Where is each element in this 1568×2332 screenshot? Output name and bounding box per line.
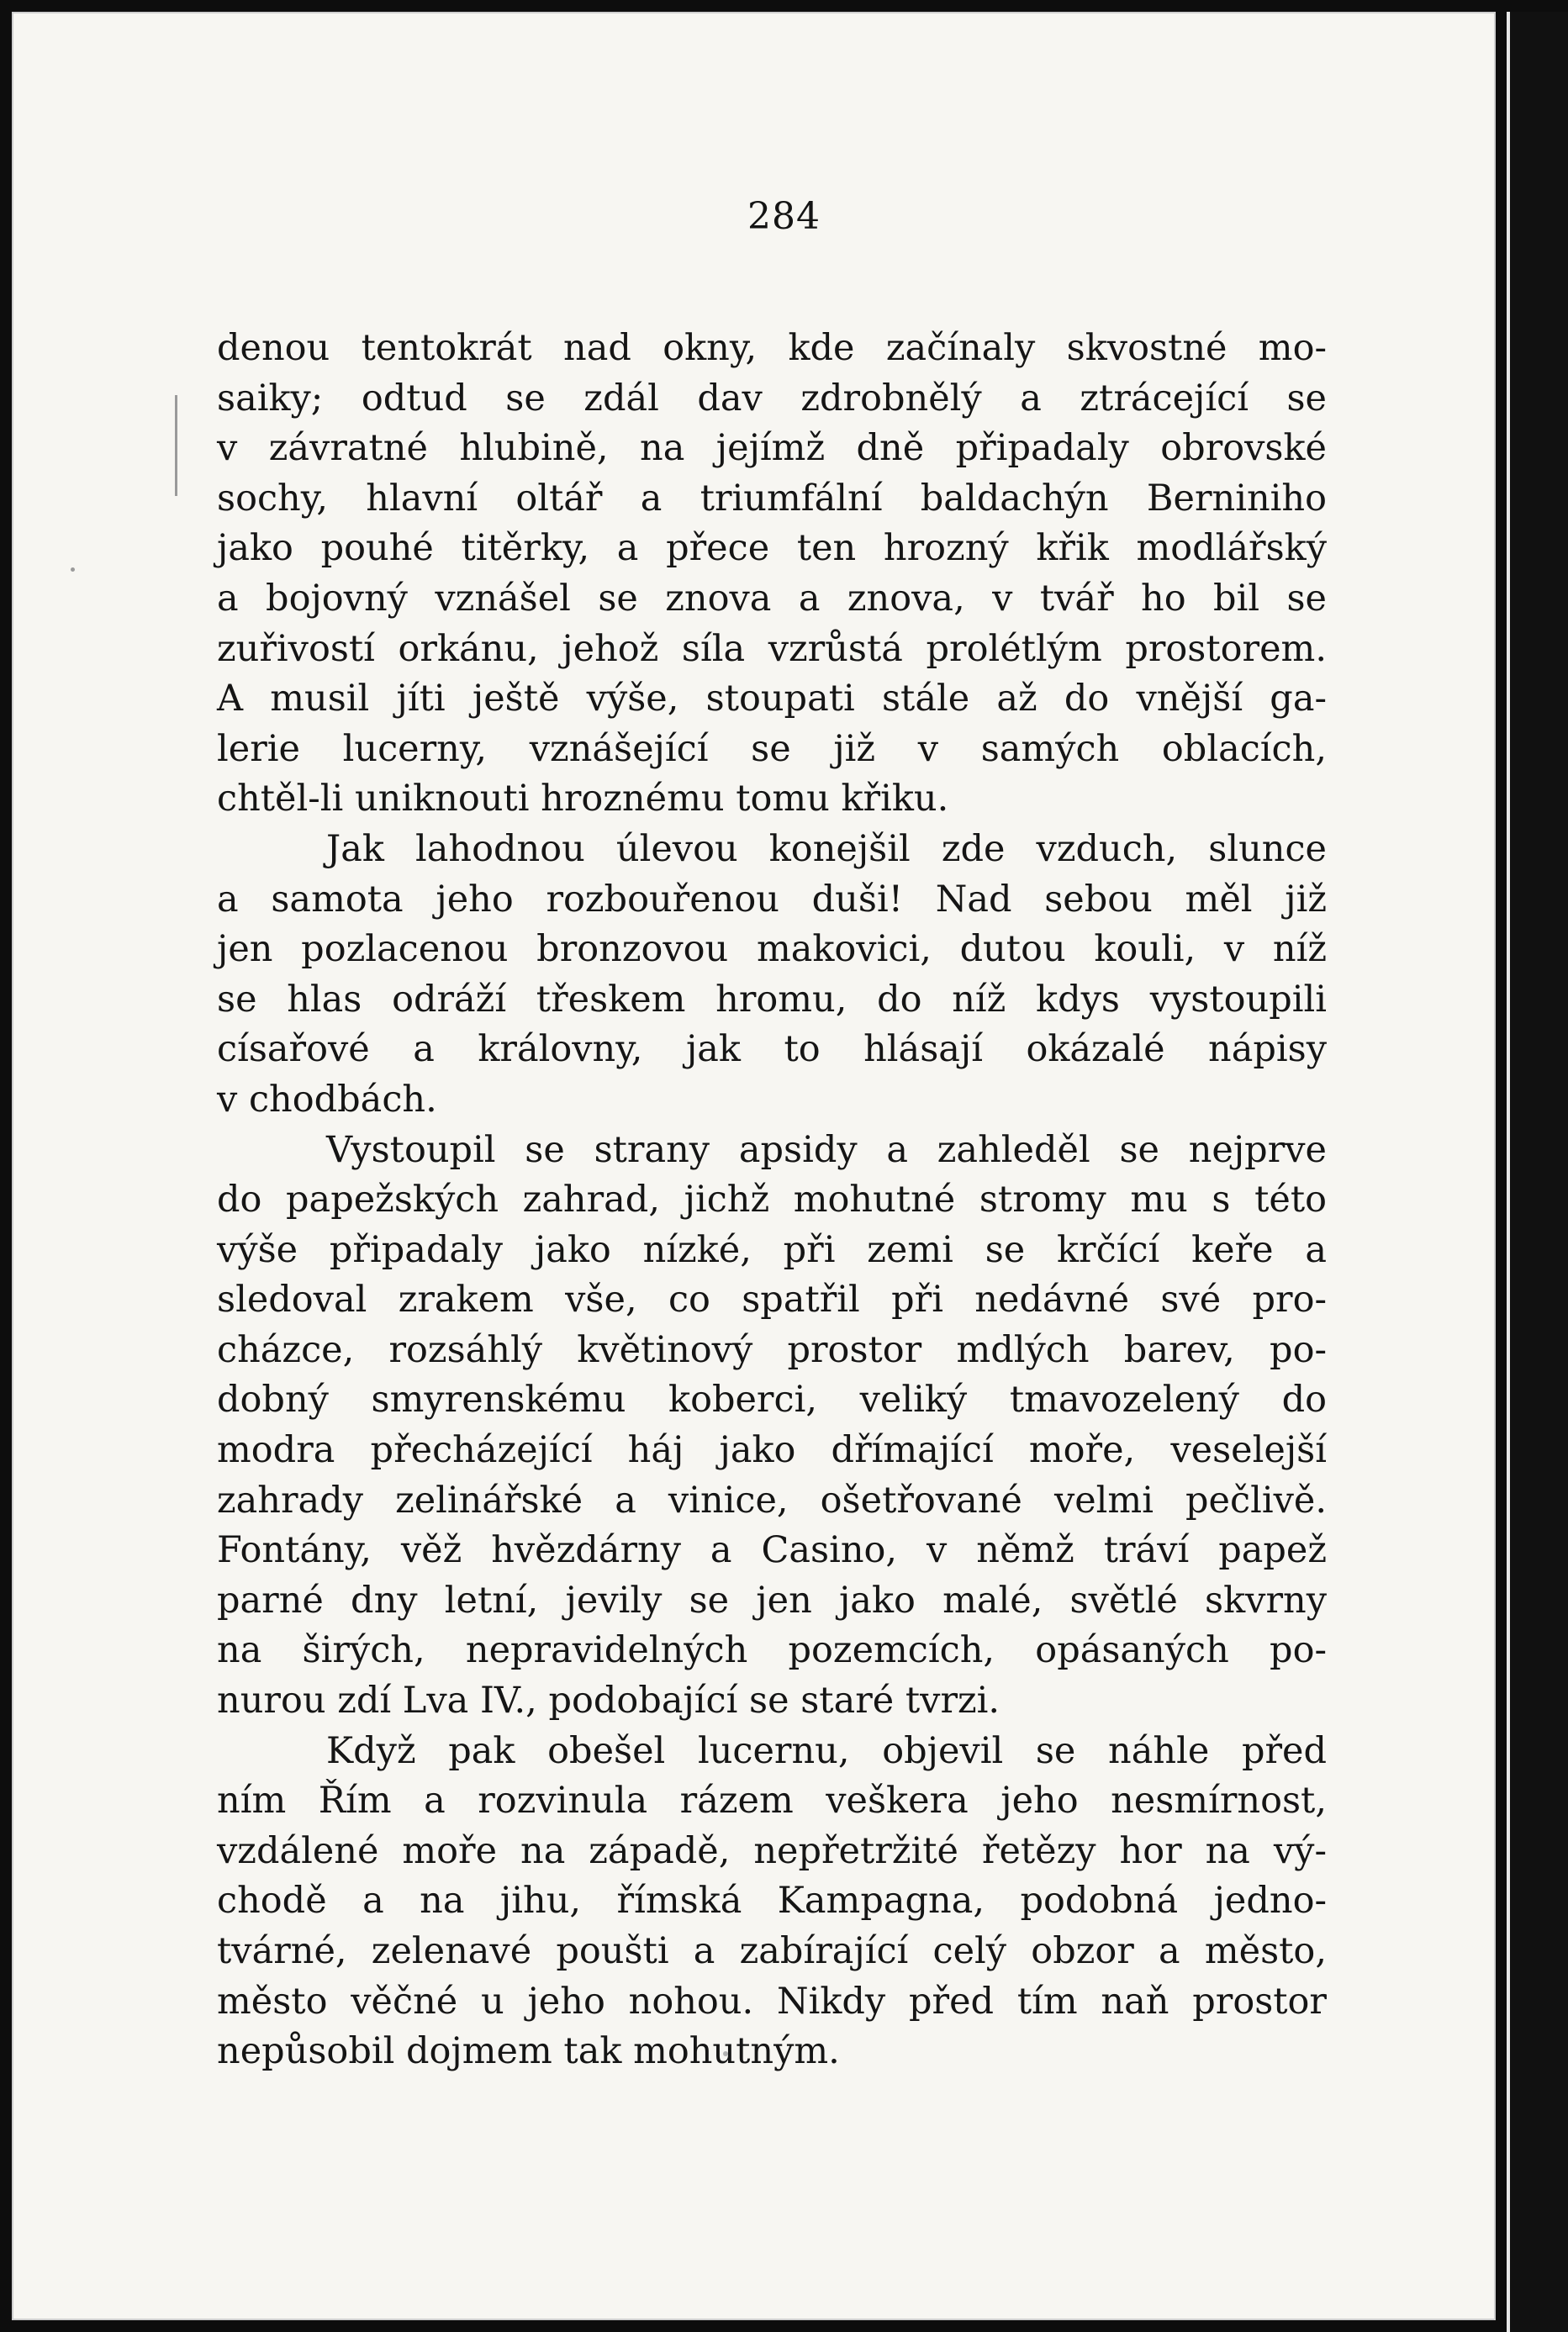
text-line: město věčné u jeho nohou. Nikdy před tím naň prostor — [217, 1980, 1327, 2023]
text-line: jen pozlacenou bronzovou makovici, dutou kouli, v níž — [217, 928, 1327, 971]
margin-dot — [71, 567, 75, 572]
text-line: ním Řím a rozvinula rázem veškera jeho nesmírnost, — [217, 1780, 1327, 1823]
text-line: na širých, nepravidelných pozemcích, opásaných po- — [217, 1629, 1327, 1672]
text-line: Když pak obešel lucernu, objevil se náhle před — [326, 1729, 1327, 1772]
text-line: zuřivostí orkánu, jehož síla vzrůstá prolétlým prostorem. — [217, 627, 1327, 670]
text-line: A musil jíti ještě výše, stoupati stále až do vnější ga- — [217, 678, 1327, 720]
text-line: sochy, hlavní oltář a triumfální baldachýn Berniniho — [217, 477, 1327, 520]
text-line: nurou zdí Lva IV., podobající se staré tvrzi. — [217, 1680, 1000, 1723]
text-line: císařové a královny, jak to hlásají okázalé nápisy — [217, 1028, 1327, 1071]
text-line: a samota jeho rozbouřenou duši! Nad sebou měl již — [217, 878, 1327, 921]
text-line: tvárné, zelenavé poušti a zabírající celý obzor a město, — [217, 1930, 1327, 1972]
page-number: 284 — [747, 195, 821, 238]
text-line: modra přecházející háj jako dřímající moře, veselejší — [217, 1429, 1327, 1472]
text-line: sledoval zrakem vše, co spatřil při nedávné své pro- — [217, 1279, 1327, 1322]
text-line: dobný smyrenskému koberci, veliký tmavozelený do — [217, 1379, 1327, 1422]
text-line: cházce, rozsáhlý květinový prostor mdlých barev, po- — [217, 1328, 1327, 1371]
text-line: nepůsobil dojmem tak mohutným. — [217, 2030, 840, 2073]
text-line: parné dny letní, jevily se jen jako malé, světlé skvrny — [217, 1579, 1327, 1622]
adjacent-page-edge — [1507, 12, 1568, 2332]
text-line: výše připadaly jako nízké, při zemi se krčící keře a — [217, 1228, 1327, 1271]
body-text — [217, 324, 1327, 2077]
text-line: zahrady zelinářské a vinice, ošetřované velmi pečlivě. — [217, 1479, 1327, 1522]
text-line: a bojovný vznášel se znova a znova, v tvář ho bil se — [217, 577, 1327, 620]
text-line: vzdálené moře na západě, nepřetržité řetězy hor na vý- — [217, 1829, 1327, 1872]
text-line: chodě a na jihu, římská Kampagna, podobná jedno- — [217, 1880, 1327, 1923]
text-line: Vystoupil se strany apsidy a zahleděl se nejprve — [326, 1128, 1327, 1171]
text-line: Jak lahodnou úlevou konejšil zde vzduch, slunce — [326, 827, 1327, 870]
text-line: v chodbách. — [217, 1078, 437, 1121]
text-line: denou tentokrát nad okny, kde začínaly skvostné mo- — [217, 327, 1327, 369]
text-line: chtěl-li uniknouti hroznému tomu křiku. — [217, 778, 949, 820]
text-line: lerie lucerny, vznášející se již v samých oblacích, — [217, 727, 1327, 770]
text-line: saiky; odtud se zdál dav zdrobnělý a ztrácející se — [217, 377, 1327, 419]
margin-scratch — [175, 395, 177, 496]
text-line: v závratné hlubině, na jejímž dně připadaly obrovské — [217, 427, 1327, 470]
text-line: do papežských zahrad, jichž mohutné stromy mu s této — [217, 1179, 1327, 1221]
text-line: Fontány, věž hvězdárny a Casino, v němž tráví papež — [217, 1529, 1327, 1572]
text-line: se hlas odráží třeskem hromu, do níž kdys vystoupili — [217, 978, 1327, 1021]
text-line: jako pouhé titěrky, a přece ten hrozný křik modlářský — [217, 527, 1327, 570]
